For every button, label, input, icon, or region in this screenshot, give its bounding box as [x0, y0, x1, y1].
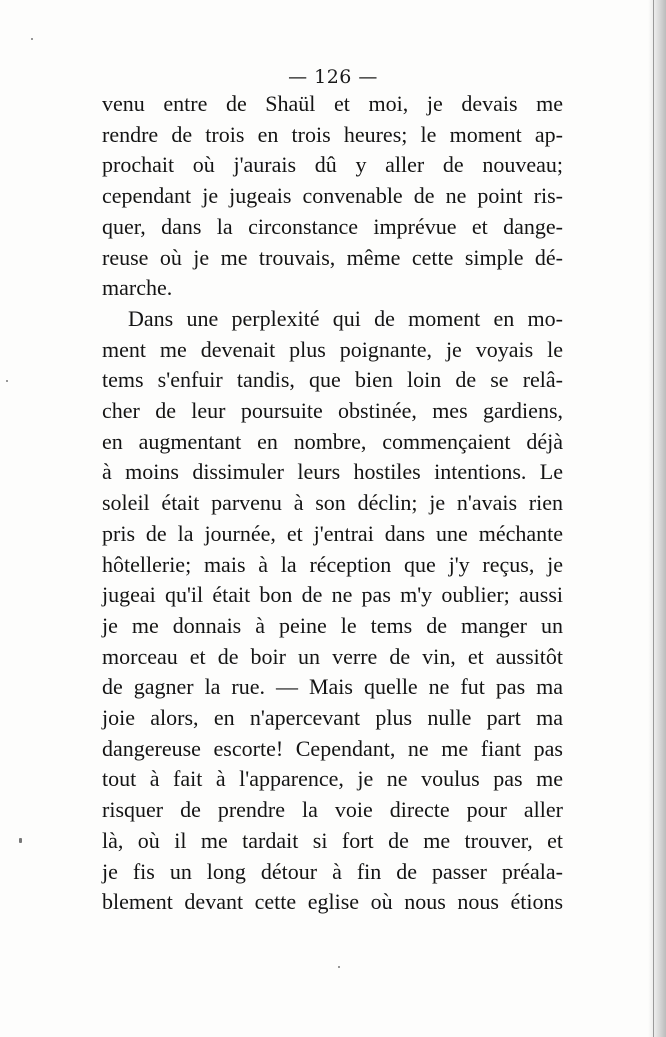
text-line: tems s'enfuir tandis, que bien loin de se relâ-	[102, 367, 563, 393]
text-line: rendre de trois en trois heures; le moment ap-	[102, 121, 563, 147]
text-line: hôtellerie; mais à la réception que j'y reçus, je	[102, 551, 563, 577]
page-number: — 126 —	[288, 66, 378, 88]
text-line: morceau et de boir un verre de vin, et aussitôt	[102, 643, 563, 669]
text-line: en augmentant en nombre, commençaient déjà	[102, 428, 563, 454]
text-line: blement devant cette eglise où nous nous étions	[102, 889, 563, 915]
text-line: prochait où j'aurais dû y aller de nouveau;	[102, 152, 563, 178]
text-line: pris de la journée, et j'entrai dans une méchante	[102, 520, 563, 546]
paper-speck	[19, 838, 22, 843]
paragraph-1	[102, 89, 563, 304]
text-line: cher de leur poursuite obstinée, mes gardiens,	[102, 398, 563, 424]
text-line: venu entre de Shaül et moi, je devais me	[102, 91, 563, 116]
paper-speck	[6, 380, 8, 382]
text-line: cependant je jugeais convenable de ne point ris-	[102, 183, 563, 209]
paper-speck	[338, 966, 340, 968]
page-gutter-shadow	[648, 0, 666, 1037]
text-line: tout à fait à l'apparence, je ne voulus pas me	[102, 766, 563, 792]
text-line: jugeai qu'il était bon de ne pas m'y oublier; aussi	[102, 582, 563, 608]
text-line: je me donnais à peine le tems de manger un	[102, 612, 563, 638]
text-line: risquer de prendre la voie directe pour aller	[102, 797, 563, 823]
text-line: reuse où je me trouvais, même cette simple dé-	[102, 244, 563, 270]
text-line: soleil était parvenu à son déclin; je n'avais rien	[102, 490, 563, 516]
paper-speck	[31, 38, 33, 40]
text-line: je fis un long détour à fin de passer préala-	[102, 858, 563, 884]
text-line: de gagner la rue. — Mais quelle ne fut pas ma	[102, 674, 563, 700]
text-line: ment me devenait plus poignante, je voyais le	[102, 336, 563, 362]
paragraph-2	[102, 304, 563, 918]
text-line: Dans une perplexité qui de moment en mo-	[128, 305, 563, 331]
text-line: joie alors, en n'apercevant plus nulle part ma	[102, 705, 563, 731]
page-gutter-line	[653, 0, 654, 1037]
text-line: dangereuse escorte! Cependant, ne me fiant pas	[102, 735, 563, 761]
text-line: à moins dissimuler leurs hostiles intentions. Le	[102, 459, 563, 485]
text-line: là, où il me tardait si fort de me trouver, et	[102, 827, 563, 853]
body-text	[102, 89, 563, 918]
text-line: marche.	[102, 275, 173, 301]
text-line: quer, dans la circonstance imprévue et dange-	[102, 213, 563, 239]
